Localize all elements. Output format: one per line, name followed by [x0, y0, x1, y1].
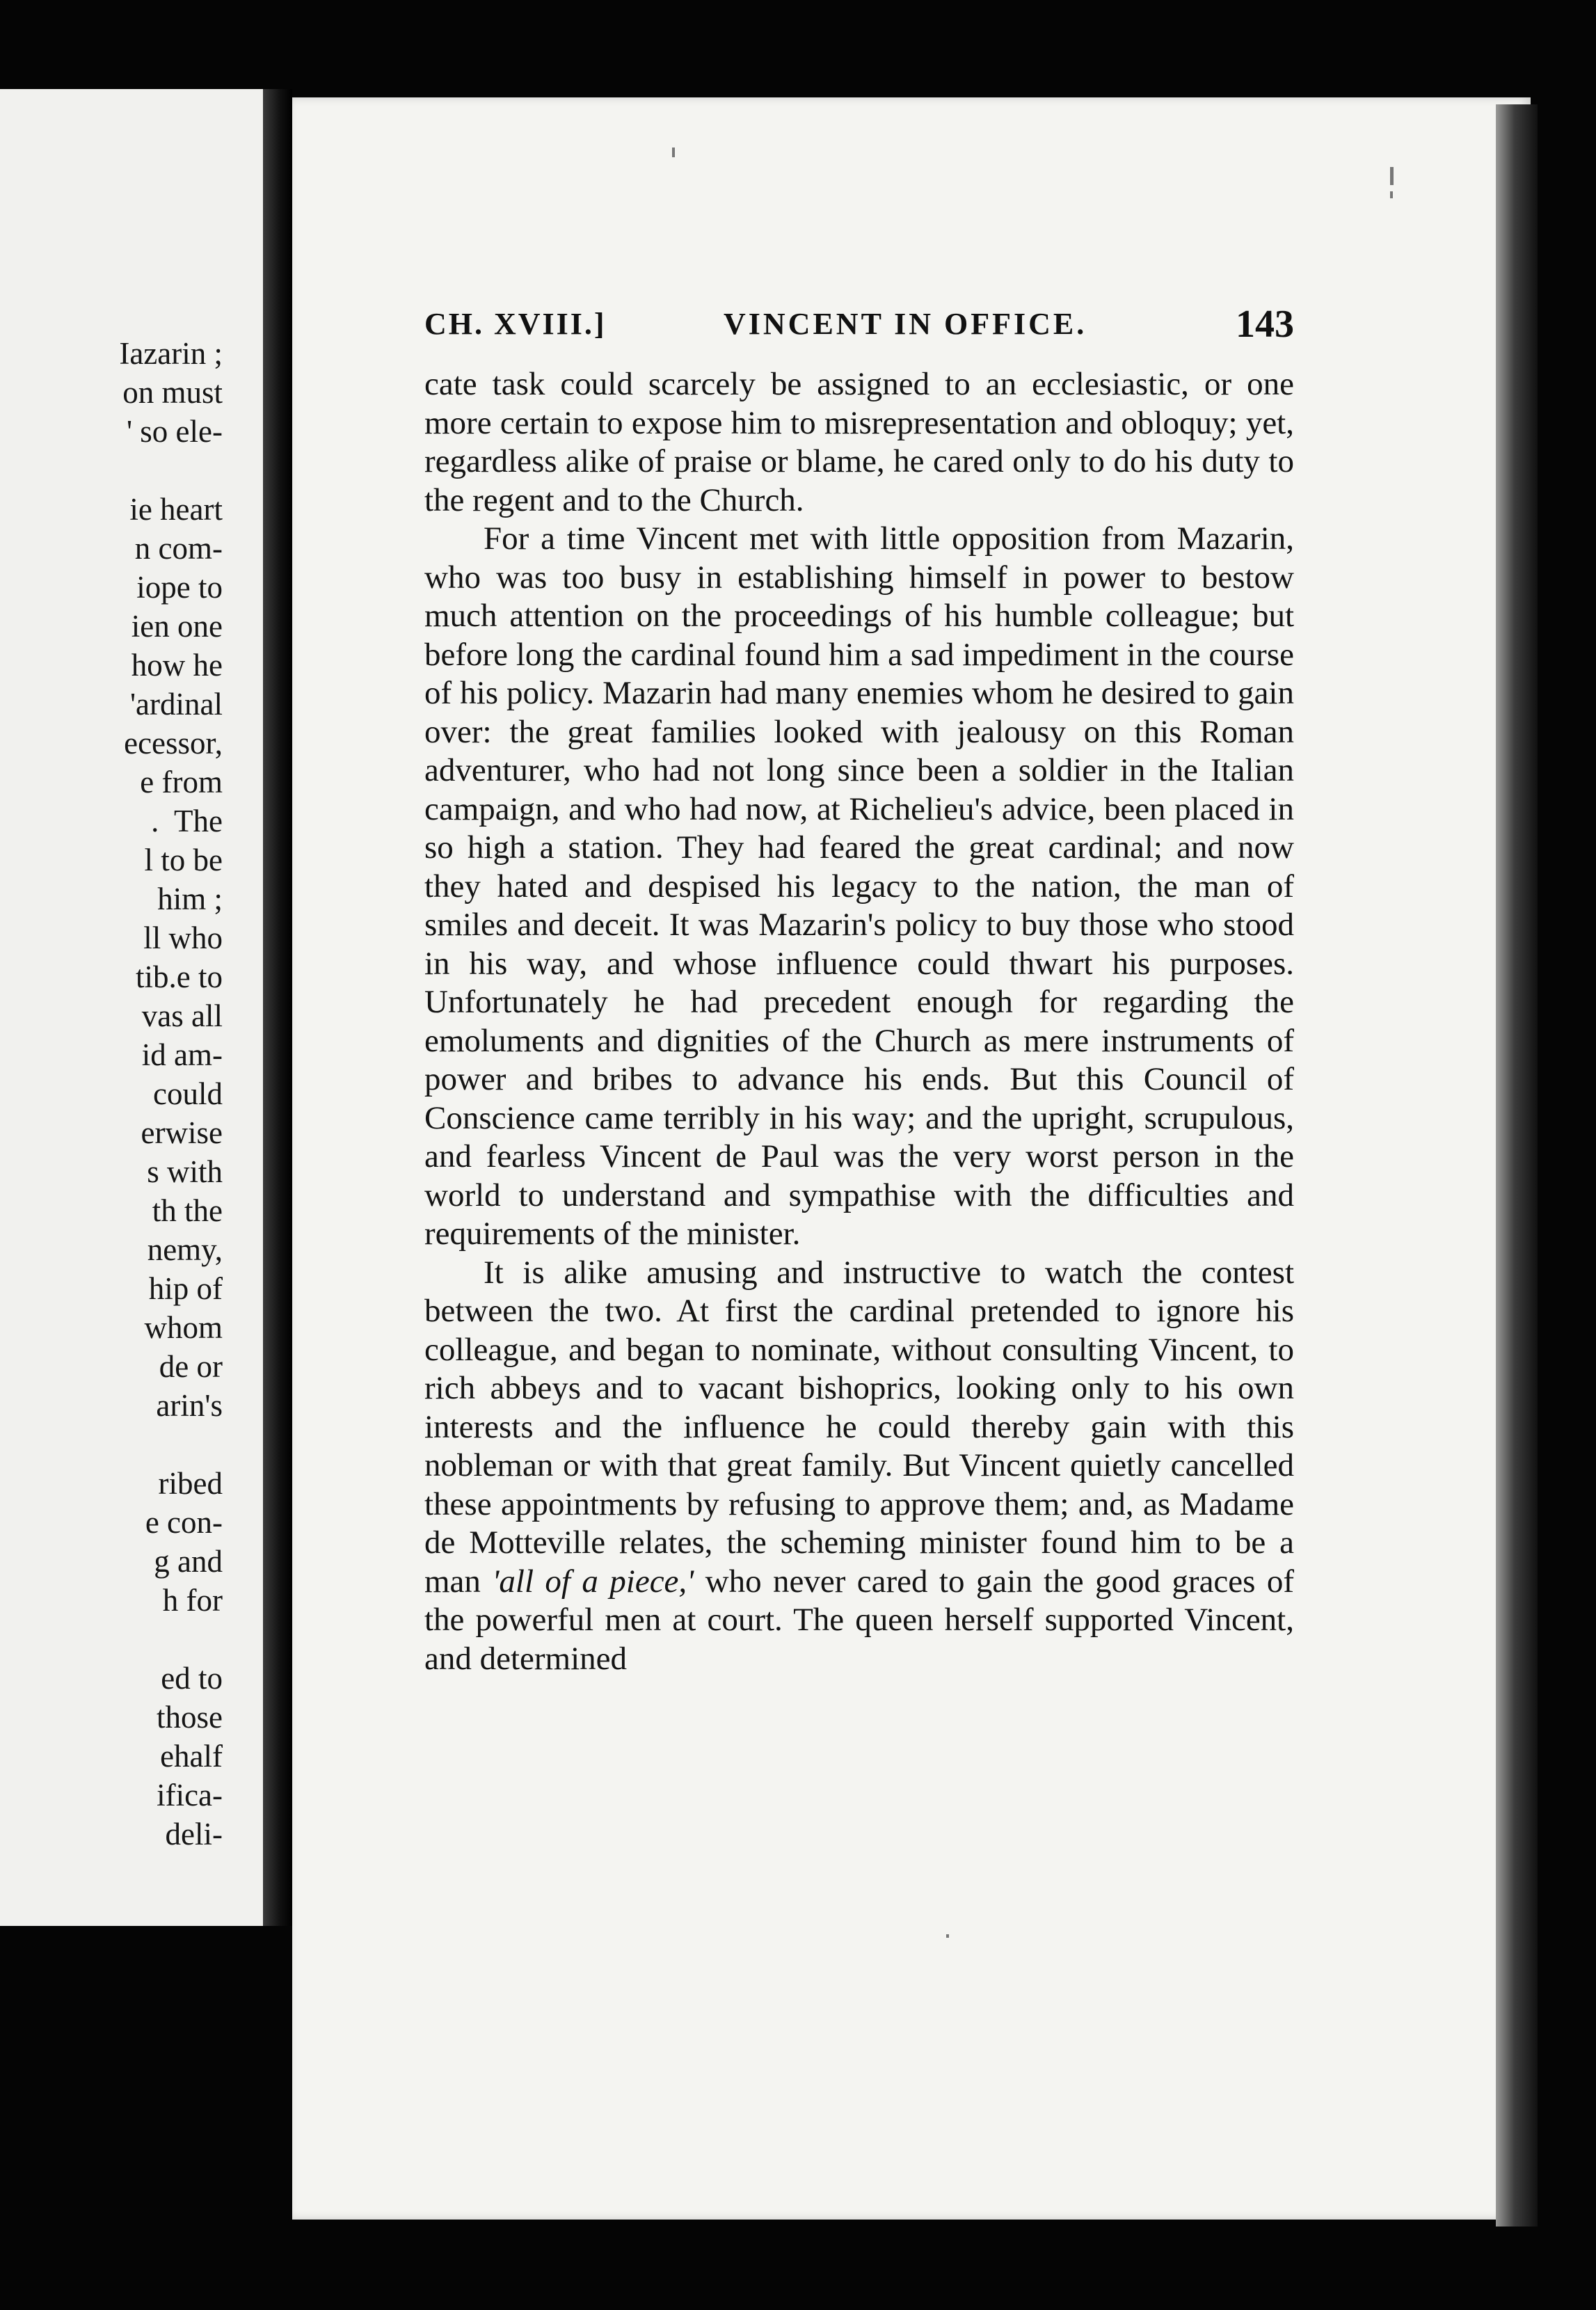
page-edge-shadow	[1496, 104, 1538, 2227]
left-page-line: Iazarin ;	[119, 336, 223, 371]
left-page-line: ien one	[131, 609, 223, 644]
left-page-line: ecessor,	[124, 726, 223, 760]
running-head	[424, 303, 1294, 348]
left-page-line: how he	[131, 648, 223, 683]
left-page-line: iope to	[136, 570, 223, 605]
left-page-line: g and	[154, 1544, 223, 1579]
book-gutter	[263, 89, 292, 1926]
left-page-line: could	[153, 1076, 223, 1111]
left-page-line	[119, 451, 223, 490]
paper-speck	[672, 148, 675, 157]
left-page-line: arin's	[156, 1388, 223, 1423]
left-page-line: n com-	[134, 531, 223, 566]
left-page-line: ifica-	[157, 1778, 223, 1813]
left-page-line	[119, 1425, 223, 1464]
left-page-line	[119, 1620, 223, 1659]
left-page-line: hip of	[148, 1271, 223, 1306]
left-facing-page	[0, 89, 263, 1926]
left-page-line: ll who	[143, 921, 223, 955]
left-page-line: tib.e to	[136, 959, 223, 994]
left-page-line: id am-	[141, 1037, 223, 1072]
left-page-line: ehalf	[160, 1739, 223, 1774]
chapter-label: CH. XVIII.]	[424, 307, 607, 341]
left-page-line: on must	[122, 375, 223, 410]
paragraph-3-tail: who never cared to gain the good graces of the powerful men at court. The queen herself supported Vincent, and determined	[424, 1563, 1294, 1677]
left-page-line: ed to	[161, 1661, 223, 1696]
left-page-line: ie heart	[129, 492, 223, 527]
left-page-line: erwise	[141, 1115, 223, 1150]
left-page-line: deli-	[165, 1817, 223, 1851]
paragraph-3	[424, 1254, 1294, 1679]
page-number: 143	[1236, 303, 1294, 346]
running-title: VINCENT IN OFFICE.	[724, 307, 1087, 341]
left-page-line: e con-	[145, 1505, 223, 1540]
left-page-line: h for	[162, 1583, 223, 1618]
left-page-line: s with	[147, 1154, 223, 1189]
left-page-line: ' so ele-	[126, 414, 223, 449]
left-page-line: him ;	[157, 882, 223, 916]
paper-speck	[946, 1934, 949, 1938]
left-page-line: ribed	[158, 1466, 223, 1501]
left-page-line: whom	[144, 1310, 223, 1345]
left-page-line: nemy,	[147, 1232, 223, 1267]
body-text	[424, 365, 1294, 1678]
left-page-line: vas all	[141, 998, 223, 1033]
italic-quote: 'all of a piece,'	[492, 1563, 694, 1600]
left-page-line: . The	[151, 804, 223, 838]
paper-speck	[1390, 191, 1393, 198]
left-page-line: th the	[152, 1193, 223, 1228]
left-page-line: l to be	[144, 843, 223, 877]
left-page-line: de or	[159, 1349, 223, 1384]
paragraph-3-text: It is alike amusing and instructive to watch the contest between the two. At first the cardinal pretended to ignore his colleague, and began to nominate, without consulting Vincent, to rich abbeys and to vacant bishoprics, looking only to his own interests and the influence he could thereby gain with this nobleman or with that great family. But Vincent quietly cancelled these appointments by refusing to approve them; and, as Madame de Motteville relates, the scheming minister found him to be a man	[424, 1254, 1294, 1600]
paragraph-2: For a time Vincent met with little opposition from Mazarin, who was too busy in establishing himself in power to bestow much attention on the proceedings of his humble colleague; but before long the cardinal found him a sad impediment in the course of his policy. Mazarin had many enemies whom he desired to gain over: the great families looked with jealousy on this Roman adventurer, who had not long since been a soldier in the Italian campaign, and who had now, at Richelieu's advice, been placed in so high a station. They had feared the great cardinal; and now they hated and despised his legacy to the nation, the man of smiles and deceit. It was Mazarin's policy to buy those who stood in his way, and whose influence could thwart his purposes. Unfortunately he had precedent enough for regarding the emoluments and dignities of the Church as mere instruments of power and bribes to advance his ends. But this Council of Conscience came terribly in his way; and the upright, scrupulous, and fearless Vincent de Paul was the very worst person in the world to understand and sympathise with the difficulties and requirements of the minister.	[424, 520, 1294, 1252]
left-page-line: 'ardinal	[129, 687, 223, 722]
paragraph-1: cate task could scarcely be assigned to an ecclesiastic, or one more certain to expose him to misrepresentation and obloquy; yet, regardless alike of praise or blame, he cared only to do his duty to the regent and to the Church.	[424, 366, 1294, 518]
left-page-line: those	[157, 1700, 223, 1735]
paper-speck	[1390, 167, 1394, 185]
left-page-text	[119, 334, 223, 1854]
left-page-line: e from	[140, 765, 223, 799]
